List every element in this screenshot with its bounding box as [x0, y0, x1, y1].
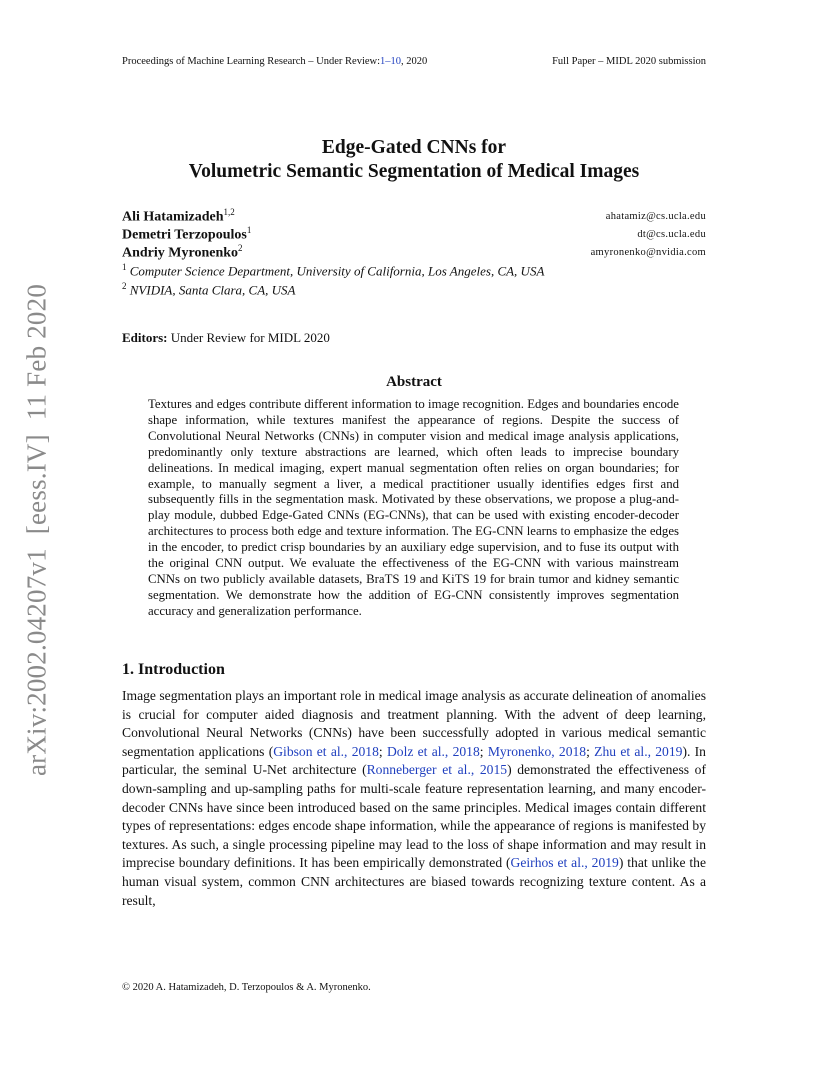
intro-text: ;	[378, 743, 387, 759]
affiliation-1	[122, 262, 544, 279]
arxiv-date: 11 Feb 2020	[21, 283, 52, 421]
paper-title-line-2: Volumetric Semantic Segmentation of Medical Images	[188, 161, 640, 182]
introduction-paragraph	[122, 687, 706, 910]
arxiv-id: arXiv:2002.04207v1	[21, 548, 52, 777]
author-name: Demetri Terzopoulos	[122, 227, 247, 243]
running-header-right: Full Paper – MIDL 2020 submission	[552, 56, 706, 67]
affil-text: Computer Science Department, University of California, Los Angeles, CA, USA	[129, 263, 545, 279]
author-1-email: ahatamiz@cs.ucla.edu	[605, 211, 706, 222]
editors-label: Editors:	[122, 330, 168, 345]
intro-text: ). In particular, the seminal U-Net architecture (	[122, 743, 706, 778]
intro-text: ;	[586, 743, 595, 759]
intro-text: ) that unlike the human visual system, common CNN architectures are biased towards recognizing texture content. As a result,	[122, 855, 706, 908]
citation-link[interactable]: Geirhos et al., 2019	[510, 855, 619, 871]
author-3	[122, 243, 243, 262]
arxiv-category: [eess.IV]	[21, 434, 52, 535]
abstract-text: Textures and edges contribute different information to image recognition. Edges and boundaries encode shape information, while textures manifest the appearance of regions. Despite the success of Convolutional Neural Networks (CNNs) in computer vision and medical image analysis applications, predominantly only texture abstractions are learned, which often leads to imprecise boundary delineations. In medical imaging, expert manual segmentation often relies on organ boundaries; for example, to manually segment a liver, a medical practitioner usually identifies edges first and subsequently fills in the segmentation mask. Motivated by these observations, we propose a plug-and-play module, dubbed Edge-Gated CNNs (EG-CNNs), that can be used with existing encoder-decoder architectures to process both edge and texture information. The EG-CNN learns to emphasize the edges in the encoder, to predict crisp boundaries by an auxiliary edge supervision, and to fuse its output with the original CNN output. We evaluate the effectiveness of the EG-CNN with various mainstream CNNs on two publicly available datasets, BraTS 19 and KiTS 19 for brain tumor and kidney semantic segmentation. We demonstrate how the addition of EG-CNN consistently improves segmentation accuracy and generalization performance.	[148, 397, 679, 618]
header-pages-link[interactable]: 1–10	[380, 56, 402, 67]
author-name: Andriy Myronenko	[122, 245, 239, 261]
affil-mark: 2	[122, 281, 127, 291]
section-heading-introduction: 1. Introduction	[122, 661, 225, 678]
author-affil-mark: 1,2	[223, 207, 235, 217]
arxiv-sidebar	[22, 284, 53, 776]
author-3-email: amyronenko@nvidia.com	[590, 247, 706, 258]
header-venue: Proceedings of Machine Learning Research – Under Review:	[122, 56, 381, 67]
citation-link[interactable]: Dolz et al., 2018	[386, 743, 480, 759]
author-affil-mark: 2	[238, 243, 243, 253]
affil-text: NVIDIA, Santa Clara, CA, USA	[129, 282, 296, 298]
author-affil-mark: 1	[246, 225, 252, 235]
citation-link[interactable]: Gibson et al., 2018	[273, 743, 379, 759]
citation-link[interactable]: Ronneberger et al., 2015	[366, 762, 508, 778]
intro-text: ;	[479, 743, 488, 759]
citation-link[interactable]: Myronenko, 2018	[487, 743, 587, 759]
paper-title-line-1: Edge-Gated CNNs for	[321, 137, 507, 158]
affil-mark: 1	[122, 262, 127, 272]
editors-value: Under Review for MIDL 2020	[170, 330, 330, 345]
editors-line	[122, 330, 330, 346]
intro-text: ) demonstrated the effectiveness of down-sampling and up-sampling paths for multi-scale feature representation learning, and many encoder-decoder CNNs have since been introduced based on the same principles. Medical images contain different types of representations: edges encode shape information, while the appearance of regions is manifested by textures. As such, a single processing pipeline may lead to the loss of shape information and may result in imprecise boundary definitions. It has been empirically demonstrated (	[122, 762, 706, 871]
author-name: Ali Hatamizadeh	[122, 209, 224, 225]
author-2	[122, 225, 251, 244]
author-1	[122, 207, 235, 226]
affiliation-2	[122, 281, 296, 298]
running-header-left	[122, 56, 427, 67]
citation-link[interactable]: Zhu et al., 2019	[594, 743, 683, 759]
abstract-heading: Abstract	[386, 374, 442, 390]
author-2-email: dt@cs.ucla.edu	[637, 229, 706, 240]
copyright-footer: © 2020 A. Hatamizadeh, D. Terzopoulos & A. Myronenko.	[122, 982, 371, 993]
intro-text: Image segmentation plays an important role in medical image analysis as accurate delineation of anomalies is crucial for computer aided diagnosis and treatment planning. With the advent of deep learning, Convolutional Neural Networks (CNNs) have been successfully adopted in various medical semantic segmentation applications (	[122, 688, 706, 759]
header-year: , 2020	[401, 56, 428, 67]
